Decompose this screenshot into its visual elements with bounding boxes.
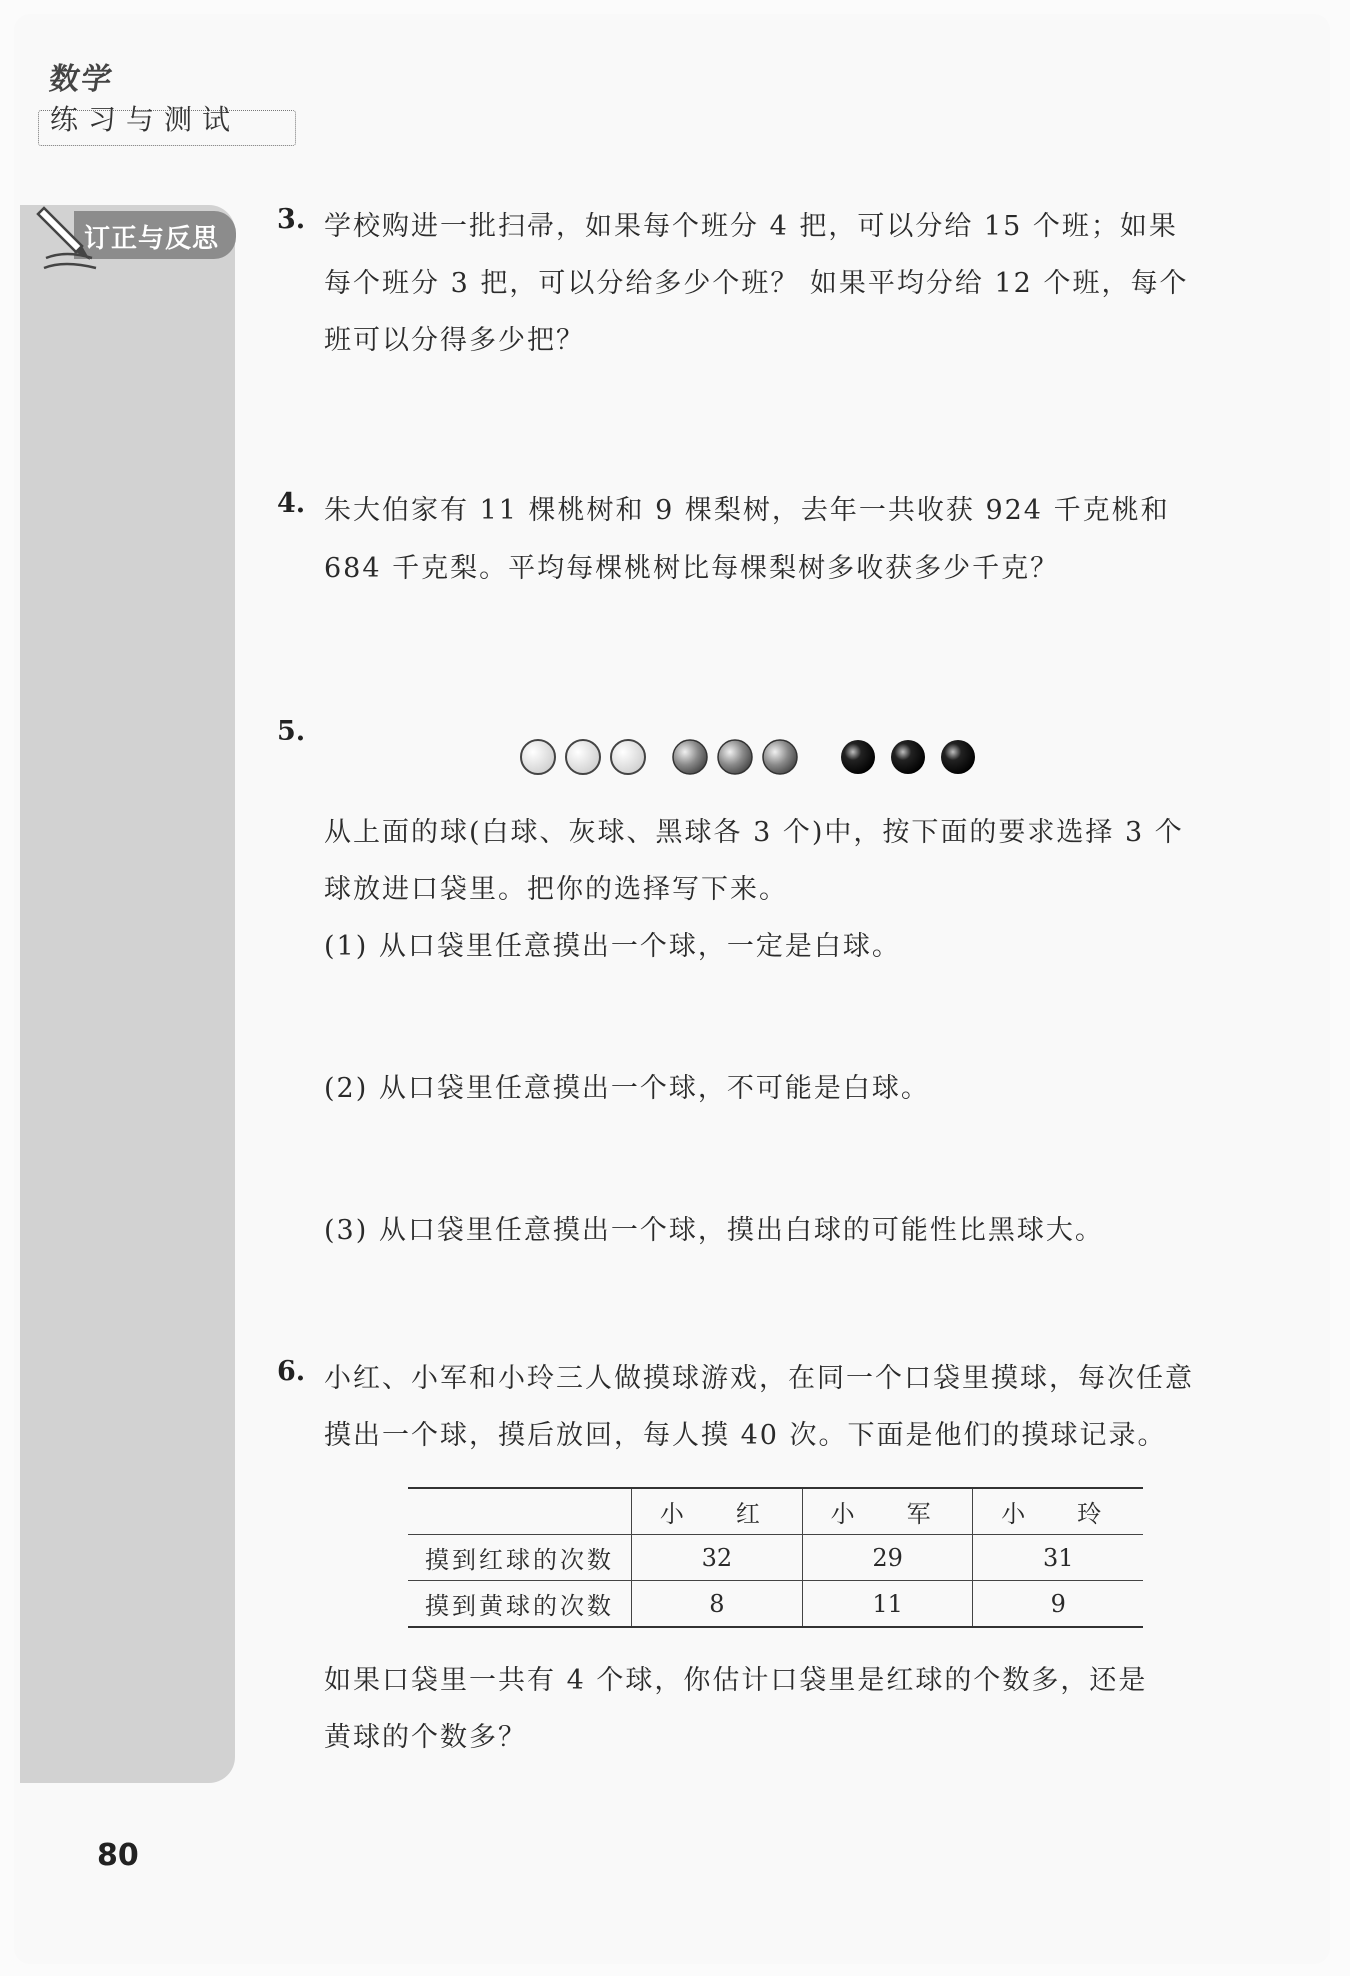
column-header: 小 玲	[973, 1488, 1143, 1535]
gray-ball	[718, 740, 752, 774]
table-row	[408, 1535, 1143, 1581]
q5-line-2: 球放进口袋里。把你的选择写下来。	[324, 874, 788, 905]
row-label: 摸到黄球的次数	[408, 1581, 632, 1628]
ball-row	[518, 737, 988, 777]
table-corner	[408, 1488, 632, 1535]
table-cell: 31	[973, 1535, 1143, 1581]
page-number: 80	[97, 1838, 139, 1873]
q6-number: 6.	[277, 1356, 306, 1387]
q4-line-2: 684 千克梨。平均每棵桃树比每棵梨树多收获多少千克？	[324, 553, 1060, 584]
ball-record-table	[408, 1487, 1143, 1628]
q5-sub-2: (2) 从口袋里任意摸出一个球，不可能是白球。	[324, 1073, 930, 1104]
table-header-row	[408, 1488, 1143, 1535]
white-ball	[521, 740, 555, 774]
q4-line-1: 朱大伯家有 11 棵桃树和 9 棵梨树，去年一共收获 924 千克桃和	[324, 495, 1170, 526]
black-ball	[841, 740, 875, 774]
q5-sub-3: (3) 从口袋里任意摸出一个球，摸出白球的可能性比黑球大。	[324, 1215, 1104, 1246]
table-cell: 32	[632, 1535, 803, 1581]
q6-after-2: 黄球的个数多？	[324, 1722, 527, 1753]
q3-line-1: 学校购进一批扫帚，如果每个班分 4 把，可以分给 15 个班；如果	[324, 211, 1178, 242]
table-cell: 11	[802, 1581, 973, 1628]
q6-line-2: 摸出一个球，摸后放回，每人摸 40 次。下面是他们的摸球记录。	[324, 1420, 1167, 1451]
q3-line-3: 班可以分得多少把？	[324, 325, 585, 356]
book-subtitle: 练习与测试	[50, 103, 241, 136]
q3-number: 3.	[277, 204, 306, 235]
correction-sidebar	[20, 205, 235, 1783]
table-row	[408, 1581, 1143, 1628]
q5-number: 5.	[277, 716, 306, 747]
gray-ball	[673, 740, 707, 774]
black-ball	[891, 740, 925, 774]
table-cell: 9	[973, 1581, 1143, 1628]
q3-line-2: 每个班分 3 把，可以分给多少个班？ 如果平均分给 12 个班，每个	[324, 268, 1189, 299]
q6-after-1: 如果口袋里一共有 4 个球，你估计口袋里是红球的个数多，还是	[324, 1665, 1148, 1696]
table-cell: 29	[802, 1535, 973, 1581]
sidebar-label: 订正与反思	[84, 224, 220, 254]
row-label: 摸到红球的次数	[408, 1535, 632, 1581]
brand-title: 数学	[47, 62, 116, 97]
white-ball	[611, 740, 645, 774]
column-header: 小 军	[802, 1488, 973, 1535]
gray-ball	[763, 740, 797, 774]
table-cell: 8	[632, 1581, 803, 1628]
q4-number: 4.	[277, 488, 306, 519]
q6-line-1: 小红、小军和小玲三人做摸球游戏，在同一个口袋里摸球，每次任意	[324, 1363, 1194, 1394]
column-header: 小 红	[632, 1488, 803, 1535]
white-ball	[566, 740, 600, 774]
q5-line-1: 从上面的球(白球、灰球、黑球各 3 个)中，按下面的要求选择 3 个	[324, 817, 1184, 848]
black-ball	[941, 740, 975, 774]
q5-sub-1: (1) 从口袋里任意摸出一个球，一定是白球。	[324, 931, 901, 962]
